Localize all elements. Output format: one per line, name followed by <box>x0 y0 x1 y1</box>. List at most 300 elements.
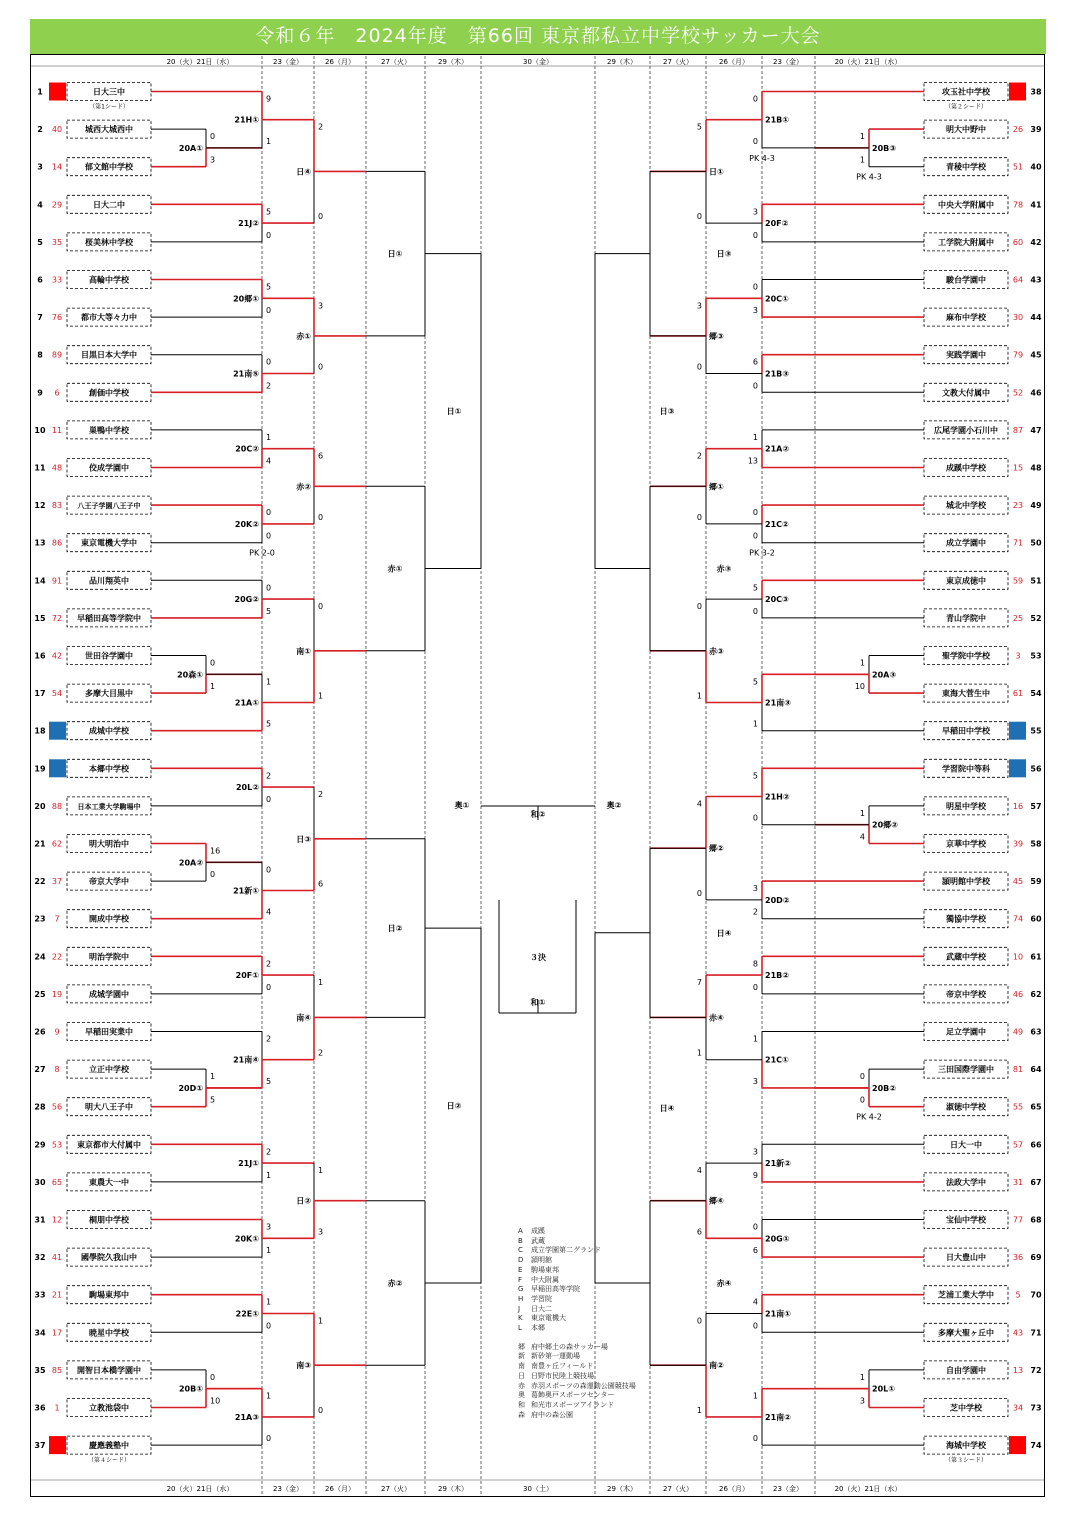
team-number: 64 <box>1030 1065 1042 1075</box>
team-number: 68 <box>1030 1215 1042 1225</box>
team-number: 59 <box>1030 877 1042 887</box>
team-name: 自由学園中 <box>946 1365 986 1375</box>
legend-row <box>518 1352 636 1362</box>
legend-venue: 中大附属 <box>531 1275 559 1284</box>
seed-marker <box>1009 1436 1026 1454</box>
team-name: 桜美林中学校 <box>85 237 133 247</box>
score: 0 <box>266 357 272 367</box>
legend-code: 和 <box>518 1400 525 1409</box>
match-label: 21A① <box>234 698 259 708</box>
team-number: 38 <box>1030 87 1042 97</box>
legend-code: L <box>518 1324 522 1333</box>
score: 0 <box>318 512 324 522</box>
team-rank: 52 <box>1012 388 1024 398</box>
team-rank: 88 <box>51 801 63 811</box>
team-name: 成蹊中学校 <box>946 463 986 473</box>
match-label: 赤① <box>296 331 311 341</box>
team-name: 武蔵中学校 <box>946 952 986 962</box>
match-label: 20A③ <box>872 670 897 680</box>
team-number: 14 <box>34 576 46 586</box>
legend-row <box>518 1362 636 1372</box>
legend-venue: 新砂第一運動場 <box>531 1352 580 1361</box>
team-number: 71 <box>1030 1328 1042 1338</box>
score: 4 <box>696 1166 702 1176</box>
team-number: 57 <box>1030 801 1042 811</box>
team-number: 15 <box>34 613 46 623</box>
score: 1 <box>266 1297 272 1307</box>
seed-marker <box>49 83 66 101</box>
score: 3 <box>318 301 324 311</box>
team-number: 49 <box>1030 501 1042 511</box>
score: 1 <box>266 1246 272 1256</box>
match-label: 20L② <box>235 783 259 793</box>
score: 0 <box>266 794 272 804</box>
legend-code: 日 <box>518 1371 525 1380</box>
team-name: 麻布中学校 <box>946 313 986 323</box>
team-name: 広尾学園小石川中 <box>934 425 998 435</box>
team-number: 24 <box>34 952 46 962</box>
legend-venue: 本郷 <box>531 1324 545 1333</box>
team-rank: 56 <box>51 1102 63 1112</box>
team-rank: 35 <box>51 237 63 247</box>
score: 0 <box>696 1316 702 1326</box>
score: 3 <box>859 1396 865 1406</box>
match-label: 21南② <box>765 1412 791 1422</box>
team-name: 青山学院中 <box>946 613 986 623</box>
score: 1 <box>696 1048 702 1058</box>
seed-note: （第４シード） <box>87 1457 131 1465</box>
team-rank: 81 <box>1012 1065 1024 1075</box>
team-rank: 65 <box>51 1177 63 1187</box>
match-label: 20K② <box>234 519 259 529</box>
legend-code: K <box>518 1314 523 1323</box>
team-rank: 36 <box>1012 1253 1024 1263</box>
seed-note: （第1シード） <box>89 103 129 111</box>
score: 9 <box>266 94 272 104</box>
match-label: 日③ <box>716 249 732 259</box>
team-name: 多摩大目黒中 <box>85 689 133 699</box>
match-label: 20D① <box>178 1083 203 1093</box>
match-label: 20B③ <box>872 143 897 153</box>
team-rank: 17 <box>51 1328 63 1338</box>
team-number: 72 <box>1030 1365 1042 1375</box>
legend-row <box>518 1246 636 1256</box>
team-rank: 21 <box>51 1290 63 1300</box>
score: 1 <box>859 132 865 142</box>
legend-row <box>518 1276 636 1286</box>
match-label: 21J① <box>238 1159 259 1169</box>
seed-marker <box>49 759 66 777</box>
team-number: 73 <box>1030 1403 1042 1413</box>
legend-row <box>518 1237 636 1247</box>
score: 1 <box>266 677 272 687</box>
score: 5 <box>266 282 272 292</box>
match-label: 20G② <box>234 595 259 605</box>
score: 1 <box>266 432 272 442</box>
legend-venue: 日野市民陸上競技場 <box>531 1371 594 1380</box>
team-number: 56 <box>1030 764 1042 774</box>
score: 0 <box>752 1222 758 1232</box>
match-label: 奥① <box>454 801 470 810</box>
team-rank: 5 <box>1015 1290 1021 1300</box>
match-label: 郷④ <box>709 1196 724 1206</box>
team-rank: 59 <box>1012 576 1024 586</box>
score: 4 <box>752 1297 758 1307</box>
team-number: 13 <box>34 538 46 548</box>
team-number: 65 <box>1030 1102 1042 1112</box>
team-number: 23 <box>34 914 46 924</box>
legend-row <box>518 1372 636 1382</box>
team-name: 創価中学校 <box>89 388 129 398</box>
team-number: 26 <box>34 1027 46 1037</box>
score: 0 <box>752 381 758 391</box>
score: 0 <box>859 1072 865 1082</box>
match-label: 20F② <box>765 219 789 229</box>
team-number: 3 <box>37 162 43 172</box>
team-name: 早稲田中学校 <box>942 726 990 736</box>
team-name: 八王子学園八王子中 <box>77 502 141 511</box>
legend-venue: 府中の森公園 <box>531 1410 573 1419</box>
score: 0 <box>266 865 272 875</box>
team-name: 明大中野中 <box>946 125 986 135</box>
legend-venue: 早稲田高等学院 <box>531 1285 580 1294</box>
seed-marker <box>49 1436 66 1454</box>
team-name: 芝中学校 <box>950 1403 982 1413</box>
team-name: 立教池袋中 <box>89 1403 129 1413</box>
score: 2 <box>318 1048 324 1058</box>
team-name: 明大八王子中 <box>85 1102 133 1112</box>
legend-code: 奥 <box>518 1391 525 1400</box>
score: 10 <box>210 1396 221 1406</box>
score: 5 <box>752 771 758 781</box>
team-number: 28 <box>34 1102 46 1112</box>
score: 0 <box>318 602 324 612</box>
score: 1 <box>318 1166 324 1176</box>
match-label: 日④ <box>659 1103 675 1113</box>
score: 6 <box>318 451 324 461</box>
team-rank: 19 <box>51 989 63 999</box>
team-number: 48 <box>1030 463 1042 473</box>
team-name: 実践学園中 <box>946 350 986 360</box>
match-label: 21南④ <box>233 1055 259 1065</box>
match-label: 日① <box>446 407 462 417</box>
date-header: 30（金） <box>523 58 553 66</box>
team-rank: 33 <box>51 275 63 285</box>
team-name: 早稲田実業中 <box>85 1027 133 1037</box>
date-header: 29（木） <box>607 58 637 66</box>
team-name: 日大二中 <box>93 200 125 210</box>
team-number: 35 <box>34 1365 46 1375</box>
team-name: 海城中学校 <box>946 1441 986 1451</box>
team-number: 62 <box>1030 989 1042 999</box>
score: 16 <box>210 846 221 856</box>
team-number: 53 <box>1030 651 1042 661</box>
team-rank: 15 <box>1012 463 1024 473</box>
match-label: 南③ <box>296 1361 311 1371</box>
score: 1 <box>318 691 324 701</box>
score: 2 <box>696 451 702 461</box>
score: 2 <box>266 381 272 391</box>
legend-row <box>518 1227 636 1237</box>
team-number: 51 <box>1030 576 1042 586</box>
score: 2 <box>318 122 324 132</box>
date-header: 27（火） <box>381 58 411 66</box>
score: 5 <box>752 677 758 687</box>
score: 0 <box>266 1321 272 1331</box>
match-label: 21B② <box>765 971 790 981</box>
date-header: 23（金） <box>273 58 303 66</box>
team-name: 帝京大学中 <box>89 877 129 887</box>
team-name: 城北中学校 <box>946 501 986 511</box>
team-name: 東京成徳中 <box>946 576 986 586</box>
legend-venue: 和光市スポーツアイランド <box>531 1400 615 1409</box>
legend-venue: 東京電機大 <box>531 1314 566 1323</box>
match-label: 奥② <box>606 801 622 810</box>
score: 4 <box>266 907 272 917</box>
team-rank: 7 <box>54 914 60 924</box>
team-rank: 6 <box>54 388 60 398</box>
seed-marker <box>1009 722 1026 740</box>
team-number: 55 <box>1030 726 1042 736</box>
date-footer: 26（月） <box>719 1485 749 1493</box>
legend-row <box>518 1295 636 1305</box>
team-number: 41 <box>1030 200 1042 210</box>
score: 1 <box>859 1372 865 1382</box>
team-number: 27 <box>34 1065 46 1075</box>
team-number: 29 <box>34 1140 46 1150</box>
team-rank: 1 <box>54 1403 60 1413</box>
legend-row <box>518 1324 636 1334</box>
legend-venue: 成立学園第二グランド <box>531 1246 601 1255</box>
score: 3 <box>318 1227 324 1237</box>
venue-legend <box>518 1227 636 1420</box>
match-label: 22E① <box>235 1309 259 1319</box>
date-footer: 26（月） <box>325 1485 355 1493</box>
team-number: 33 <box>34 1290 46 1300</box>
team-number: 44 <box>1030 313 1042 323</box>
match-label: 南④ <box>296 1013 311 1023</box>
score: 1 <box>752 1391 758 1401</box>
score: 0 <box>752 531 758 541</box>
team-rank: 60 <box>1012 237 1024 247</box>
match-label: 20G① <box>765 1234 790 1244</box>
score: 2 <box>752 907 758 917</box>
match-label: 21新② <box>765 1159 791 1169</box>
team-name: 城西大城西中 <box>85 125 133 135</box>
score: 0 <box>318 362 324 372</box>
team-rank: 79 <box>1012 350 1024 360</box>
team-number: 69 <box>1030 1253 1042 1263</box>
date-header: 29（木） <box>438 58 468 66</box>
team-name: 成立学園中 <box>946 538 986 548</box>
team-rank: 85 <box>51 1365 63 1375</box>
team-rank: 10 <box>1012 952 1024 962</box>
team-rank: 37 <box>51 877 63 887</box>
legend-row <box>518 1305 636 1315</box>
legend-venue: 赤羽スポーツの森運動公園競技場 <box>531 1381 636 1390</box>
match-label: 21C② <box>765 519 789 529</box>
team-name: 足立学園中 <box>946 1027 986 1037</box>
team-number: 22 <box>34 877 46 887</box>
legend-code: D <box>518 1256 524 1265</box>
match-label: 赤③ <box>716 564 732 574</box>
score: 0 <box>210 870 216 880</box>
team-name: 駒場東邦中 <box>89 1290 129 1300</box>
team-rank: 77 <box>1012 1215 1024 1225</box>
team-rank: 40 <box>51 125 63 135</box>
legend-code: H <box>518 1294 524 1303</box>
score: 0 <box>696 512 702 522</box>
match-label: 日① <box>709 167 724 177</box>
score: 1 <box>859 155 865 165</box>
team-number: 7 <box>37 313 43 323</box>
team-name: 暁星中学校 <box>89 1328 129 1338</box>
team-rank: 53 <box>51 1140 63 1150</box>
team-number: 34 <box>34 1328 46 1338</box>
legend-row <box>518 1382 636 1392</box>
score: 3 <box>210 155 216 165</box>
team-rank: 30 <box>1012 313 1024 323</box>
pk-result: PK 4-3 <box>856 172 882 182</box>
team-rank: 74 <box>1012 914 1024 924</box>
team-name: 文教大付属中 <box>942 388 990 398</box>
match-label: 南② <box>709 1361 724 1371</box>
pk-result: PK 4-2 <box>856 1112 882 1122</box>
team-number: 5 <box>37 237 43 247</box>
score: 2 <box>266 1034 272 1044</box>
score: 2 <box>266 1147 272 1157</box>
match-label: 日④ <box>296 167 311 177</box>
score: 0 <box>752 982 758 992</box>
team-number: 74 <box>1030 1441 1042 1451</box>
score: 6 <box>752 1246 758 1256</box>
team-rank: 45 <box>1012 877 1024 887</box>
score: 1 <box>696 1405 702 1415</box>
date-footer: 27（火） <box>663 1485 693 1493</box>
match-label: 21A③ <box>234 1412 259 1422</box>
match-label: 20A① <box>178 143 203 153</box>
legend-venue: 駒場東邦 <box>531 1265 559 1274</box>
match-label: 日② <box>446 1101 462 1111</box>
team-name: 三田国際学園中 <box>938 1065 994 1075</box>
score: 4 <box>859 832 865 842</box>
team-rank: 29 <box>51 200 63 210</box>
team-name: 立正中学校 <box>89 1065 129 1075</box>
match-label: 日② <box>387 924 403 934</box>
legend-code: B <box>518 1236 523 1245</box>
score: 0 <box>752 94 758 104</box>
team-rank: 46 <box>1012 989 1024 999</box>
team-rank: 13 <box>1012 1365 1024 1375</box>
date-header: 26（月） <box>719 58 749 66</box>
match-label: 21新① <box>233 886 259 896</box>
team-name: 東京電機大学中 <box>81 538 137 548</box>
score: 2 <box>318 790 324 800</box>
seed-note: （第３シード） <box>944 1457 988 1465</box>
team-name: 開智日本橋学園中 <box>77 1365 141 1375</box>
score: 1 <box>752 1034 758 1044</box>
match-label: 郷① <box>709 482 724 492</box>
score: 0 <box>696 362 702 372</box>
team-rank: 11 <box>51 425 63 435</box>
score: 0 <box>859 1095 865 1105</box>
score: 3 <box>752 306 758 316</box>
match-label: 郷② <box>709 844 724 854</box>
team-number: 37 <box>34 1441 46 1451</box>
legend-row <box>518 1411 636 1421</box>
team-rank: 89 <box>51 350 63 360</box>
team-name: 攻玉社中学校 <box>942 87 990 97</box>
team-rank: 54 <box>51 689 63 699</box>
team-number: 18 <box>34 726 46 736</box>
score: 7 <box>696 978 702 988</box>
legend-row <box>518 1401 636 1411</box>
score: 0 <box>266 583 272 593</box>
score: 0 <box>752 813 758 823</box>
score: 0 <box>752 230 758 240</box>
team-name: 成城学園中 <box>89 989 129 999</box>
team-name: 京華中学校 <box>946 839 986 849</box>
match-label: 21H② <box>765 792 790 802</box>
score: 5 <box>752 583 758 593</box>
match-label: 赤② <box>296 482 311 492</box>
match-label: 赤① <box>387 564 403 574</box>
team-number: 9 <box>37 388 43 398</box>
team-number: 16 <box>34 651 46 661</box>
match-label: 20B② <box>872 1083 897 1093</box>
match-label: 赤④ <box>716 1278 732 1288</box>
score: 6 <box>752 357 758 367</box>
score: 0 <box>696 212 702 222</box>
team-rank: 25 <box>1012 613 1024 623</box>
score: 1 <box>752 719 758 729</box>
score: 0 <box>752 1321 758 1331</box>
score: 5 <box>210 1095 216 1105</box>
team-name: 多摩大聖ヶ丘中 <box>938 1328 994 1338</box>
legend-code: 赤 <box>518 1381 525 1390</box>
legend-code: C <box>518 1246 523 1255</box>
date-header: 20（火）21日（水） <box>166 58 234 66</box>
match-label: 日③ <box>296 834 311 844</box>
score: 6 <box>318 879 324 889</box>
score: 6 <box>696 1227 702 1237</box>
seed-note: （第２シード） <box>944 103 988 111</box>
match-label: 日④ <box>716 928 732 938</box>
match-label: 20C① <box>765 294 789 304</box>
score: 5 <box>696 122 702 132</box>
match-label: 21南① <box>765 1309 791 1319</box>
date-header: 27（火） <box>663 58 693 66</box>
score: 0 <box>696 888 702 898</box>
team-name: 帝京中学校 <box>946 989 986 999</box>
date-header: 23（金） <box>773 58 803 66</box>
team-rank: 57 <box>1012 1140 1024 1150</box>
team-name: 巣鴨中学校 <box>89 425 129 435</box>
date-footer: 20（火）21日（水） <box>834 1485 902 1493</box>
legend-code: 南 <box>518 1362 525 1371</box>
date-footer: 29（木） <box>438 1485 468 1493</box>
legend-venue: 武蔵 <box>531 1236 545 1245</box>
score: 5 <box>266 606 272 616</box>
third-place-title: ３決 <box>530 953 546 962</box>
team-number: 10 <box>34 425 46 435</box>
team-number: 11 <box>34 463 46 473</box>
team-name: 東京都市大付属中 <box>77 1140 141 1150</box>
score: 8 <box>752 959 758 969</box>
team-number: 31 <box>34 1215 46 1225</box>
legend-row <box>518 1343 636 1353</box>
date-footer: 23（金） <box>773 1485 803 1493</box>
